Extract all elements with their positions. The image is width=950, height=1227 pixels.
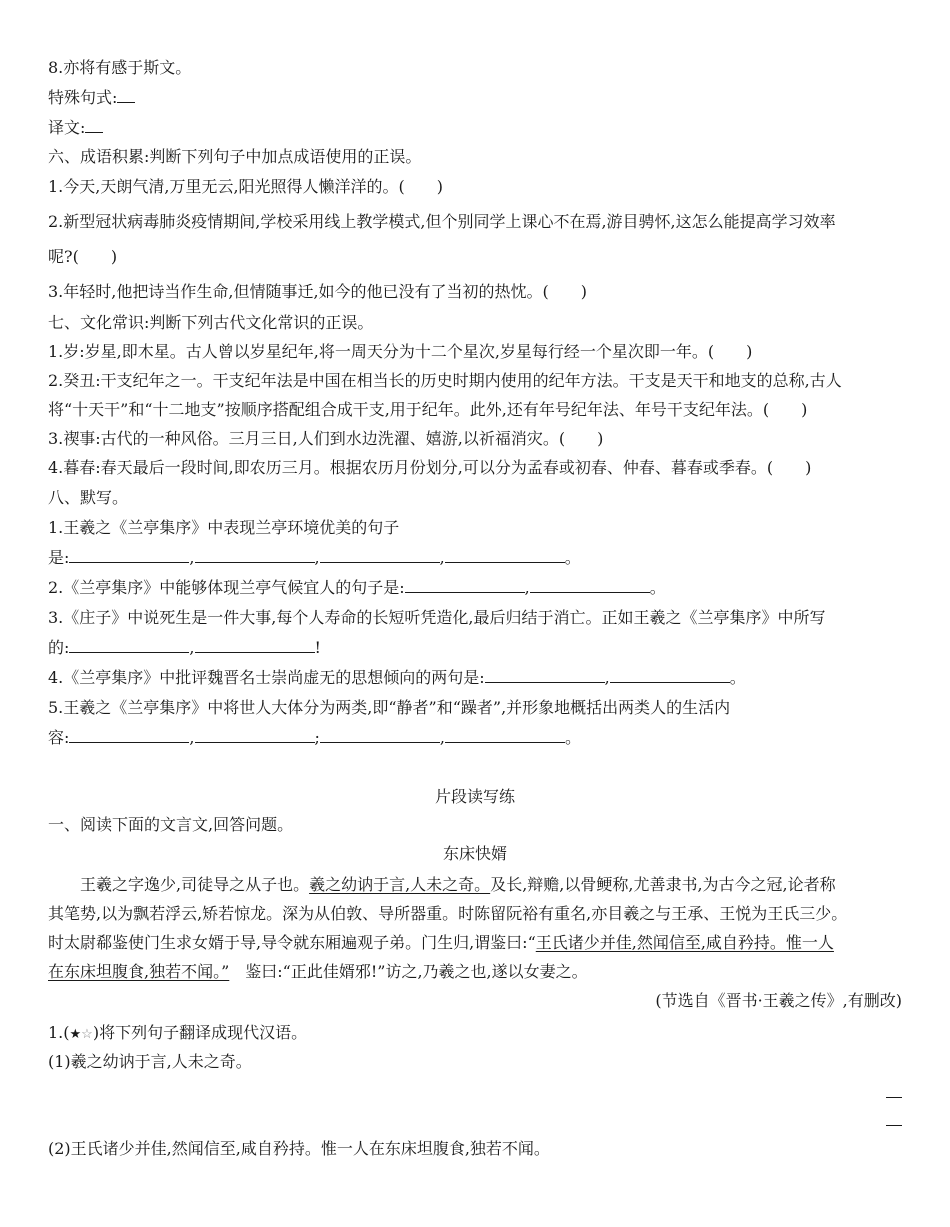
section-7-heading: 七、文化常识:判断下列古代文化常识的正误。 [48, 313, 374, 332]
answer-blank[interactable] [320, 727, 440, 743]
dictation-3b: 的: , ! [48, 638, 321, 657]
answer-blank[interactable] [485, 667, 605, 683]
answer-blank[interactable] [405, 577, 525, 593]
star-outline-icon: ☆ [81, 1027, 93, 1042]
reading-question-1-1: (1)羲之幼讷于言,人未之奇。 [48, 1052, 252, 1071]
s6-question-1: 1.今天,天朗气清,万里无云,阳光照得人懒洋洋的。( ) [48, 177, 444, 196]
answer-blank[interactable] [195, 547, 315, 563]
answer-blank[interactable] [610, 667, 730, 683]
item-8: 8.亦将有感于斯文。 [48, 58, 192, 77]
answer-blank[interactable] [69, 727, 189, 743]
passage-source: (节选自《晋书·王羲之传》,有删改) [655, 991, 902, 1010]
special-sentence-line [48, 87, 135, 109]
dictation-5a: 5.王羲之《兰亭集序》中将世人大体分为两类,即“静者”和“躁者”,并形象地概括出两类人的生活内 [48, 698, 731, 717]
s6-question-2a: 2.新型冠状病毒肺炎疫情期间,学校采用线上教学模式,但个别同学上课心不在焉,游目骋怀,这怎么能提高学习效率 [48, 212, 836, 231]
answer-blank[interactable] [445, 727, 565, 743]
section-title: 片段读写练 [434, 787, 515, 806]
s7-question-1: 1.岁:岁星,即木星。古人曾以岁星纪年,将一周天分为十二个星次,岁星每行经一个星次即一年。( ) [48, 342, 753, 361]
s7-question-2b: 将“十天干”和“十二地支”按顺序搭配组合成干支,用于纪年。此外,还有年号纪年法、年号干支纪年法。( ) [48, 400, 808, 419]
underlined-sentence: 在东床坦腹食,独若不闻。” [48, 962, 230, 981]
answer-line[interactable] [886, 1097, 902, 1098]
answer-blank[interactable] [320, 547, 440, 563]
answer-line[interactable] [886, 1125, 902, 1126]
special-sentence-label: 特殊句式: [48, 88, 118, 107]
translation-line [48, 117, 103, 139]
answer-blank[interactable] [69, 547, 189, 563]
dictation-5b: 容: , ; , 。 [48, 728, 581, 747]
s7-question-4: 4.暮春:春天最后一段时间,即农历三月。根据农历月份划分,可以分为孟春或初春、仲春、暮春或季春。( ) [48, 458, 812, 477]
reading-question-1-2: (2)王氏诸少并佳,然闻信至,咸自矜持。惟一人在东床坦腹食,独若不闻。 [48, 1139, 550, 1158]
passage-line-1: 王羲之字逸少,司徒导之从子也。羲之幼讷于言,人未之奇。及长,辩赡,以骨鲠称,尤善隶书,为古今之冠,论者称 [80, 875, 836, 894]
passage-line-4: 在东床坦腹食,独若不闻。” 鉴曰:“正此佳婿邪!”访之,乃羲之也,遂以女妻之。 [48, 962, 588, 981]
s6-question-3: 3.年轻时,他把诗当作生命,但情随事迁,如今的他已没有了当初的热忱。( ) [48, 282, 588, 301]
star-icon: ★ [69, 1027, 82, 1042]
s6-question-2b: 呢?( ) [48, 247, 118, 266]
dictation-1a: 1.王羲之《兰亭集序》中表现兰亭环境优美的句子 [48, 518, 400, 537]
answer-blank[interactable] [195, 637, 315, 653]
s7-question-3: 3.禊事:古代的一种风俗。三月三日,人们到水边洗濯、嬉游,以祈福消灾。( ) [48, 429, 604, 448]
answer-blank[interactable] [530, 577, 650, 593]
underlined-sentence: 羲之幼讷于言,人未之奇。 [309, 875, 491, 894]
passage-line-3: 时太尉郗鉴使门生求女婿于导,导令就东厢遍观子弟。门生归,谓鉴曰:“王氏诸少并佳,然闻信至,咸自矜持。惟一人 [48, 933, 834, 952]
answer-blank[interactable] [69, 637, 189, 653]
dictation-4: 4.《兰亭集序》中批评魏晋名士崇尚虚无的思想倾向的两句是: , 。 [48, 668, 746, 687]
s7-question-2a: 2.癸丑:干支纪年之一。干支纪年法是中国在相当长的历史时期内使用的纪年方法。干支是天干和地支的总称,古人 [48, 371, 842, 390]
answer-blank[interactable] [85, 117, 103, 133]
answer-blank[interactable] [445, 547, 565, 563]
answer-blank[interactable] [195, 727, 315, 743]
passage-title: 东床快婿 [442, 844, 507, 863]
reading-question-1: 1.(★☆)将下列句子翻译成现代汉语。 [48, 1023, 308, 1042]
section-8-heading: 八、默写。 [48, 488, 129, 507]
dictation-3a: 3.《庄子》中说死生是一件大事,每个人寿命的长短听凭造化,最后归结于消亡。正如王羲之《兰亭集序》中所写 [48, 608, 826, 627]
passage-line-2: 其笔势,以为飘若浮云,矫若惊龙。深为从伯敦、导所器重。时陈留阮裕有重名,亦目羲之与王承、王悦为王氏三少。 [48, 904, 848, 923]
answer-blank[interactable] [117, 87, 135, 103]
dictation-2: 2.《兰亭集序》中能够体现兰亭气候宜人的句子是: , 。 [48, 578, 666, 597]
underlined-sentence: 王氏诸少并佳,然闻信至,咸自矜持。惟一人 [535, 933, 834, 952]
translation-label: 译文: [48, 118, 86, 137]
dictation-1b: 是: , , , 。 [48, 548, 581, 567]
reading-heading: 一、阅读下面的文言文,回答问题。 [48, 815, 294, 834]
section-6-heading: 六、成语积累:判断下列句子中加点成语使用的正误。 [48, 147, 422, 166]
